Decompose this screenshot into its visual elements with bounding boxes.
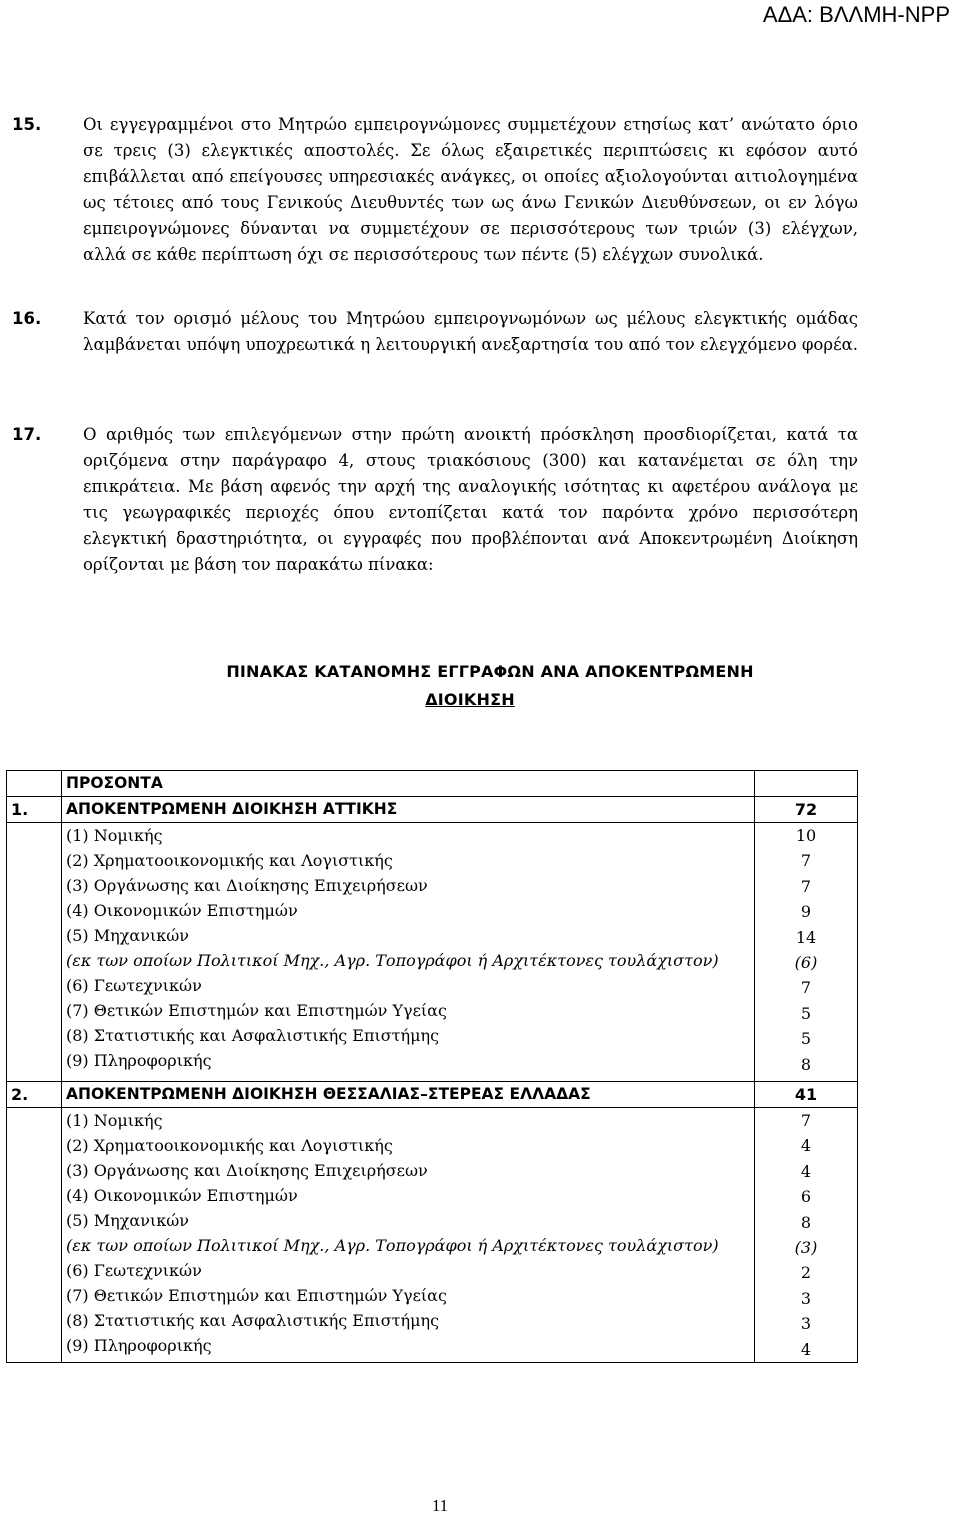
value: 6: [800, 1187, 812, 1207]
page-number: 11: [431, 1496, 449, 1515]
table-header-row: [7, 771, 858, 797]
paragraph-number: 15.: [12, 115, 42, 134]
table-header: ΠΡΟΣΟΝΤΑ: [62, 771, 755, 797]
engineers-note: (εκ των οποίων Πολιτικοί Μηχ., Αγρ. Τοπογράφοι ή Αρχιτέκτονες τουλάχιστον): [66, 951, 719, 970]
section-row-thessaly: [7, 1082, 858, 1108]
list-item: (8) Στατιστικής και Ασφαλιστικής Επιστήμης: [66, 1311, 440, 1330]
list-item: (4) Οικονομικών Επιστημών: [66, 1186, 298, 1205]
document-code: ΑΔΑ: ΒΛΛΜΗ-ΝΡΡ: [762, 2, 950, 27]
list-item: (7) Θετικών Επιστημών και Επιστημών Υγείας: [66, 1286, 447, 1305]
value: (6): [794, 953, 818, 973]
list-item: (4) Οικονομικών Επιστημών: [66, 901, 298, 920]
header-value-cell: [755, 771, 858, 797]
list-item: (2) Χρηματοοικονομικής και Λογιστικής: [66, 1136, 393, 1155]
table-title-line-2: ΔΙΟΙΚΗΣΗ: [425, 690, 515, 709]
paragraph-number: 16.: [12, 309, 42, 328]
paragraph-text: Οι εγγεγραμμένοι στο Μητρώο εμπειρογνώμονες συμμετέχουν ετησίως κατ’ ανώτατο όριο σε τρεις (3) ελεγκτικές αποστολές. Σε όλως εξαιρετικές περιπτώσεις κι εφόσον αυτό επιβάλλεται από επείγουσες υπηρεσιακές ανάγκες, οι οποίες αξιολογούνται αιτιολογημένα ως τέτοιες από τους Γενικούς Διευθυντές των ως άνω Γενικών Διευθύνσεων, οι εν λόγω εμπειρογνώμονες δύνανται να συμμετέχουν σε περισσότερους των τριών (3) ελέγχων, αλλά σε κάθε περίπτωση όχι σε περισσότερους των πέντε (5) ελέγχων συνολικά.: [83, 115, 858, 264]
paragraph-text: Ο αριθμός των επιλεγόμενων στην πρώτη ανοικτή πρόσκληση προσδιορίζεται, κατά τα οριζόμενα στην παράγραφο 4, στους τριακόσιους (300) και κατανέμεται σε όλη την επικράτεια. Με βάση αφενός την αρχή της αναλογικής ισότητας κι αφετέρου ανάλογα με τις γεωγραφικές περιοχές όπου εντοπίζεται κατά τον παρόντα χρόνο περισσότερη ελεγκτική δραστηριότητα, οι εγγραφές που προβλέπονται ανά Αποκεντρωμένη Διοίκηση ορίζονται με βάση τον παρακάτω πίνακα:: [83, 425, 858, 574]
value: 8: [800, 1054, 812, 1074]
value: 7: [800, 1111, 812, 1130]
section-number: 1.: [7, 797, 62, 823]
value: 3: [800, 1314, 812, 1334]
list-item: (3) Οργάνωσης και Διοίκησης Επιχειρήσεων: [66, 876, 428, 895]
header-empty-cell: [7, 771, 62, 797]
list-item: (7) Θετικών Επιστημών και Επιστημών Υγείας: [66, 1001, 447, 1020]
section-title: ΑΠΟΚΕΝΤΡΩΜΕΝΗ ΔΙΟΙΚΗΣΗ ΑΤΤΙΚΗΣ: [62, 797, 755, 823]
value: 9: [800, 902, 812, 922]
value: 2: [800, 1263, 812, 1283]
list-item: (8) Στατιστικής και Ασφαλιστικής Επιστήμης: [66, 1026, 440, 1045]
value: 3: [800, 1288, 812, 1308]
paragraph-16: [12, 306, 858, 358]
section-row-attica: [7, 797, 858, 823]
allocation-table: [6, 770, 858, 1363]
value-list: [755, 1108, 858, 1363]
list-item: (9) Πληροφορικής: [66, 1336, 212, 1355]
list-item: (1) Νομικής: [66, 826, 163, 845]
list-item: (6) Γεωτεχνικών: [66, 1261, 202, 1280]
list-item: (5) Μηχανικών: [66, 926, 189, 945]
section-detail-attica: [7, 823, 858, 1082]
value: 10: [795, 826, 817, 845]
value-list: [755, 823, 858, 1082]
value: 7: [800, 851, 812, 871]
list-item: (5) Μηχανικών: [66, 1211, 189, 1230]
value: 7: [800, 876, 812, 896]
value: 5: [800, 1029, 812, 1049]
paragraph-15: [12, 112, 858, 268]
qualification-list: [62, 823, 755, 1082]
section-title: ΑΠΟΚΕΝΤΡΩΜΕΝΗ ΔΙΟΙΚΗΣΗ ΘΕΣΣΑΛΙΑΣ–ΣΤΕΡΕΑΣ ΕΛΛΑΔΑΣ: [62, 1082, 755, 1108]
list-item: (2) Χρηματοοικονομικής και Λογιστικής: [66, 851, 393, 870]
value: 4: [800, 1136, 812, 1156]
value: 5: [800, 1003, 812, 1023]
table-title-line-1: ΠΙΝΑΚΑΣ ΚΑΤΑΝΟΜΗΣ ΕΓΓΡΑΦΩΝ ΑΝΑ ΑΠΟΚΕΝΤΡΩΜΕΝΗ: [226, 662, 754, 681]
section-detail-thessaly: [7, 1108, 858, 1363]
list-item: (9) Πληροφορικής: [66, 1051, 212, 1070]
value: 4: [800, 1161, 812, 1181]
paragraph-number: 17.: [12, 425, 42, 444]
value: (3): [794, 1238, 818, 1258]
section-total: 41: [755, 1082, 858, 1108]
engineers-note: (εκ των οποίων Πολιτικοί Μηχ., Αγρ. Τοπογράφοι ή Αρχιτέκτονες τουλάχιστον): [66, 1236, 719, 1255]
value: 14: [795, 927, 817, 947]
value: 4: [800, 1339, 812, 1359]
list-item: (1) Νομικής: [66, 1111, 163, 1130]
qualification-list: [62, 1108, 755, 1363]
value: 7: [800, 978, 812, 998]
table-title: [0, 658, 960, 714]
section-number: 2.: [7, 1082, 62, 1108]
paragraph-17: [12, 422, 858, 578]
value: 8: [800, 1212, 812, 1232]
paragraph-text: Κατά τον ορισμό μέλους του Μητρώου εμπειρογνωμόνων ως μέλους ελεγκτικής ομάδας λαμβάνεται υπόψη υποχρεωτικά η λειτουργική ανεξαρτησία του από τον ελεγχόμενο φορέα.: [83, 309, 859, 354]
list-item: (3) Οργάνωσης και Διοίκησης Επιχειρήσεων: [66, 1161, 428, 1180]
list-item: (6) Γεωτεχνικών: [66, 976, 202, 995]
section-total: 72: [755, 797, 858, 823]
